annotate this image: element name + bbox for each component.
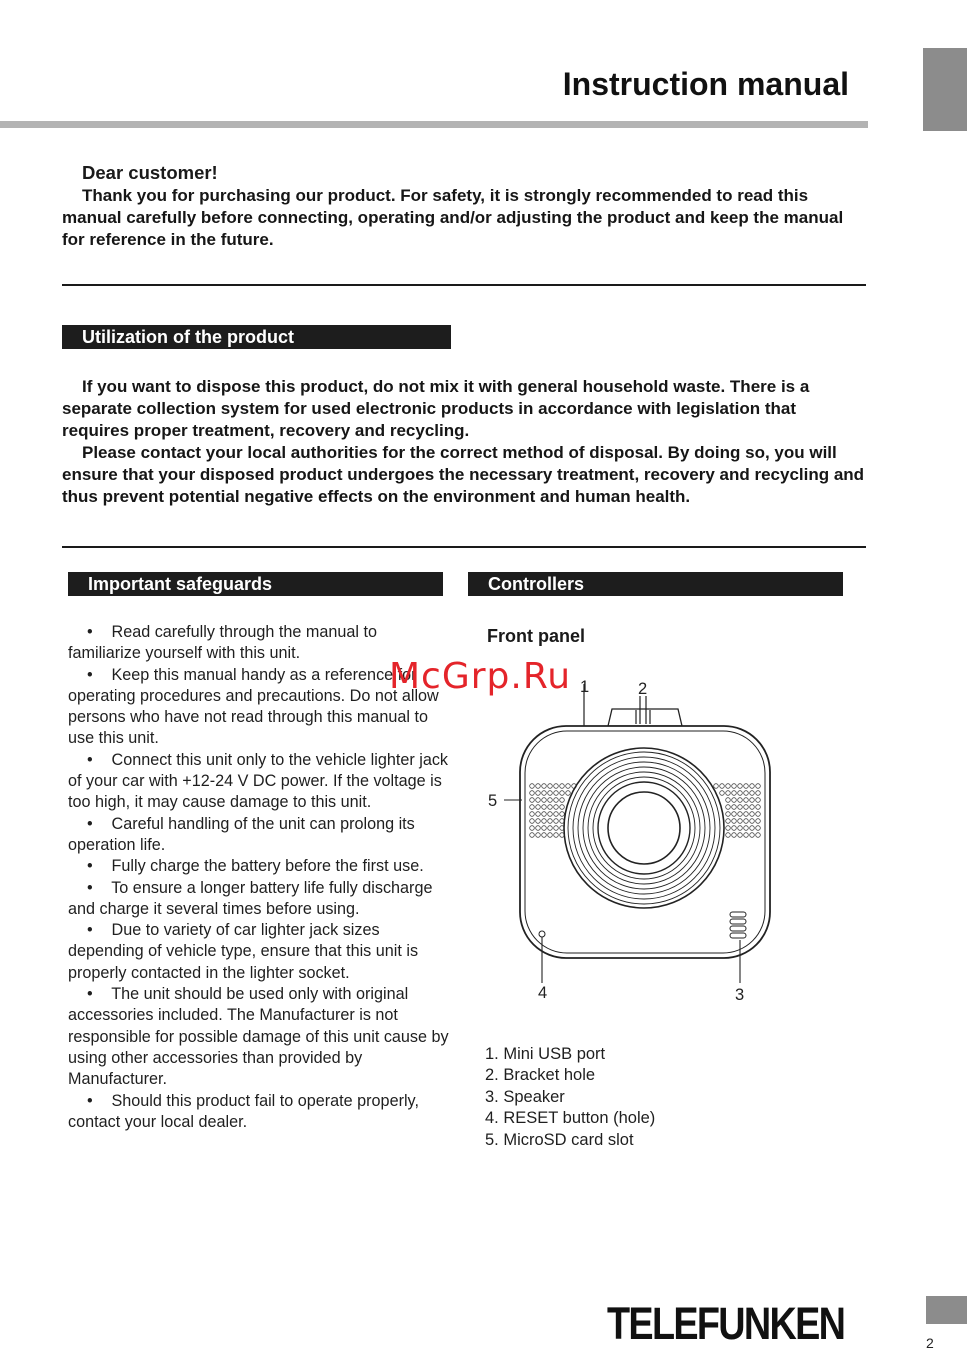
list-item xyxy=(68,878,450,921)
list-item-text: Connect this unit only to the vehicle lighter jack of your car with +12-24 V DC power. If the voltage is too high, it may cause damage to this unit. xyxy=(68,750,449,812)
camera-body xyxy=(520,726,770,958)
list-item-text: The unit should be used only with original accessories included. The Manufacturer is not responsible for possible damage of this unit cause by using other accessories than provided by Manufacturer. xyxy=(68,985,449,1089)
part-item: 3. Speaker xyxy=(485,1087,565,1106)
list-item-text: Careful handling of the unit can prolong its operation life. xyxy=(68,814,415,854)
list-item-text: To ensure a longer battery life fully discharge and charge it several times before using. xyxy=(68,878,433,918)
part-item: 4. RESET button (hole) xyxy=(485,1109,656,1128)
part-item: 2. Bracket hole xyxy=(485,1066,596,1085)
front-panel-diagram xyxy=(480,668,800,1008)
bullet: • xyxy=(87,1091,93,1110)
controllers-heading: Controllers xyxy=(468,572,843,596)
watermark: McGrp.Ru xyxy=(389,656,572,697)
callout-2: 2 xyxy=(638,680,648,698)
bullet: • xyxy=(87,623,93,641)
bullet: • xyxy=(87,750,93,769)
bullet: • xyxy=(87,665,93,684)
front-panel-title: Front panel xyxy=(487,626,585,646)
corner-tab xyxy=(923,48,967,131)
intro-paragraph: Thank you for purchasing our product. For safety, it is strongly recommended to read this manual carefully before connecting, operating and/or adjusting the product and keep the manual for reference in the future. xyxy=(62,186,844,249)
list-item-text: Should this product fail to operate properly, contact your local dealer. xyxy=(68,1091,419,1131)
list-item-text: Keep this manual handy as a reference for operating procedures and precautions. Do not allow persons who have not read through this manual to use this unit. xyxy=(68,665,439,748)
brand-logo: TELEFUNKEN xyxy=(607,1298,845,1349)
utilization-heading: Utilization of the product xyxy=(62,325,451,349)
callout-1: 1 xyxy=(580,678,590,696)
list-item-text: Read carefully through the manual to familiarize yourself with this unit. xyxy=(68,623,377,663)
utilization-paragraph: If you want to dispose this product, do not mix it with general household waste. There is a separate collection system for used electronic products in accordance with legislation that requires proper treatment, recovery and recycling. xyxy=(62,377,810,440)
parts-list xyxy=(485,1044,655,1151)
list-item xyxy=(68,984,450,1090)
part-item: 1. Mini USB port xyxy=(485,1045,606,1063)
callout-3: 3 xyxy=(735,986,745,1004)
header-rule xyxy=(0,121,868,128)
safeguards-heading: Important safeguards xyxy=(68,572,443,596)
part-item: 5. MicroSD card slot xyxy=(485,1130,634,1149)
page-number: 2 xyxy=(926,1335,934,1351)
bullet: • xyxy=(87,921,93,940)
bullet: • xyxy=(87,878,93,897)
divider xyxy=(62,546,866,548)
list-item xyxy=(68,750,450,814)
list-item xyxy=(68,856,450,877)
list-item xyxy=(68,1091,450,1134)
bullet: • xyxy=(87,814,93,833)
mount-bracket-shape xyxy=(608,709,682,726)
callout-4: 4 xyxy=(538,984,548,1002)
list-item-text: Due to variety of car lighter jack sizes depending of vehicle type, ensure that this unit is properly contacted in the lighter socket. xyxy=(68,921,419,982)
bullet: • xyxy=(87,985,93,1004)
divider xyxy=(62,284,866,286)
callout-5: 5 xyxy=(488,792,498,810)
utilization-paragraph: Please contact your local authorities for the correct method of disposal. By doing so, you will ensure that your disposed product undergoes the necessary treatment, recovery and recycling and thus prevent potential negative effects on the environment and human health. xyxy=(62,443,865,506)
utilization-text xyxy=(62,376,867,508)
page-title: Instruction manual xyxy=(562,66,849,102)
safeguards-list xyxy=(68,622,450,1133)
list-item xyxy=(68,814,450,857)
page-tab xyxy=(926,1296,967,1324)
bullet: • xyxy=(87,857,93,876)
greeting: Dear customer! xyxy=(82,162,218,183)
list-item-text: Fully charge the battery before the first use. xyxy=(111,857,424,876)
list-item xyxy=(68,920,450,984)
